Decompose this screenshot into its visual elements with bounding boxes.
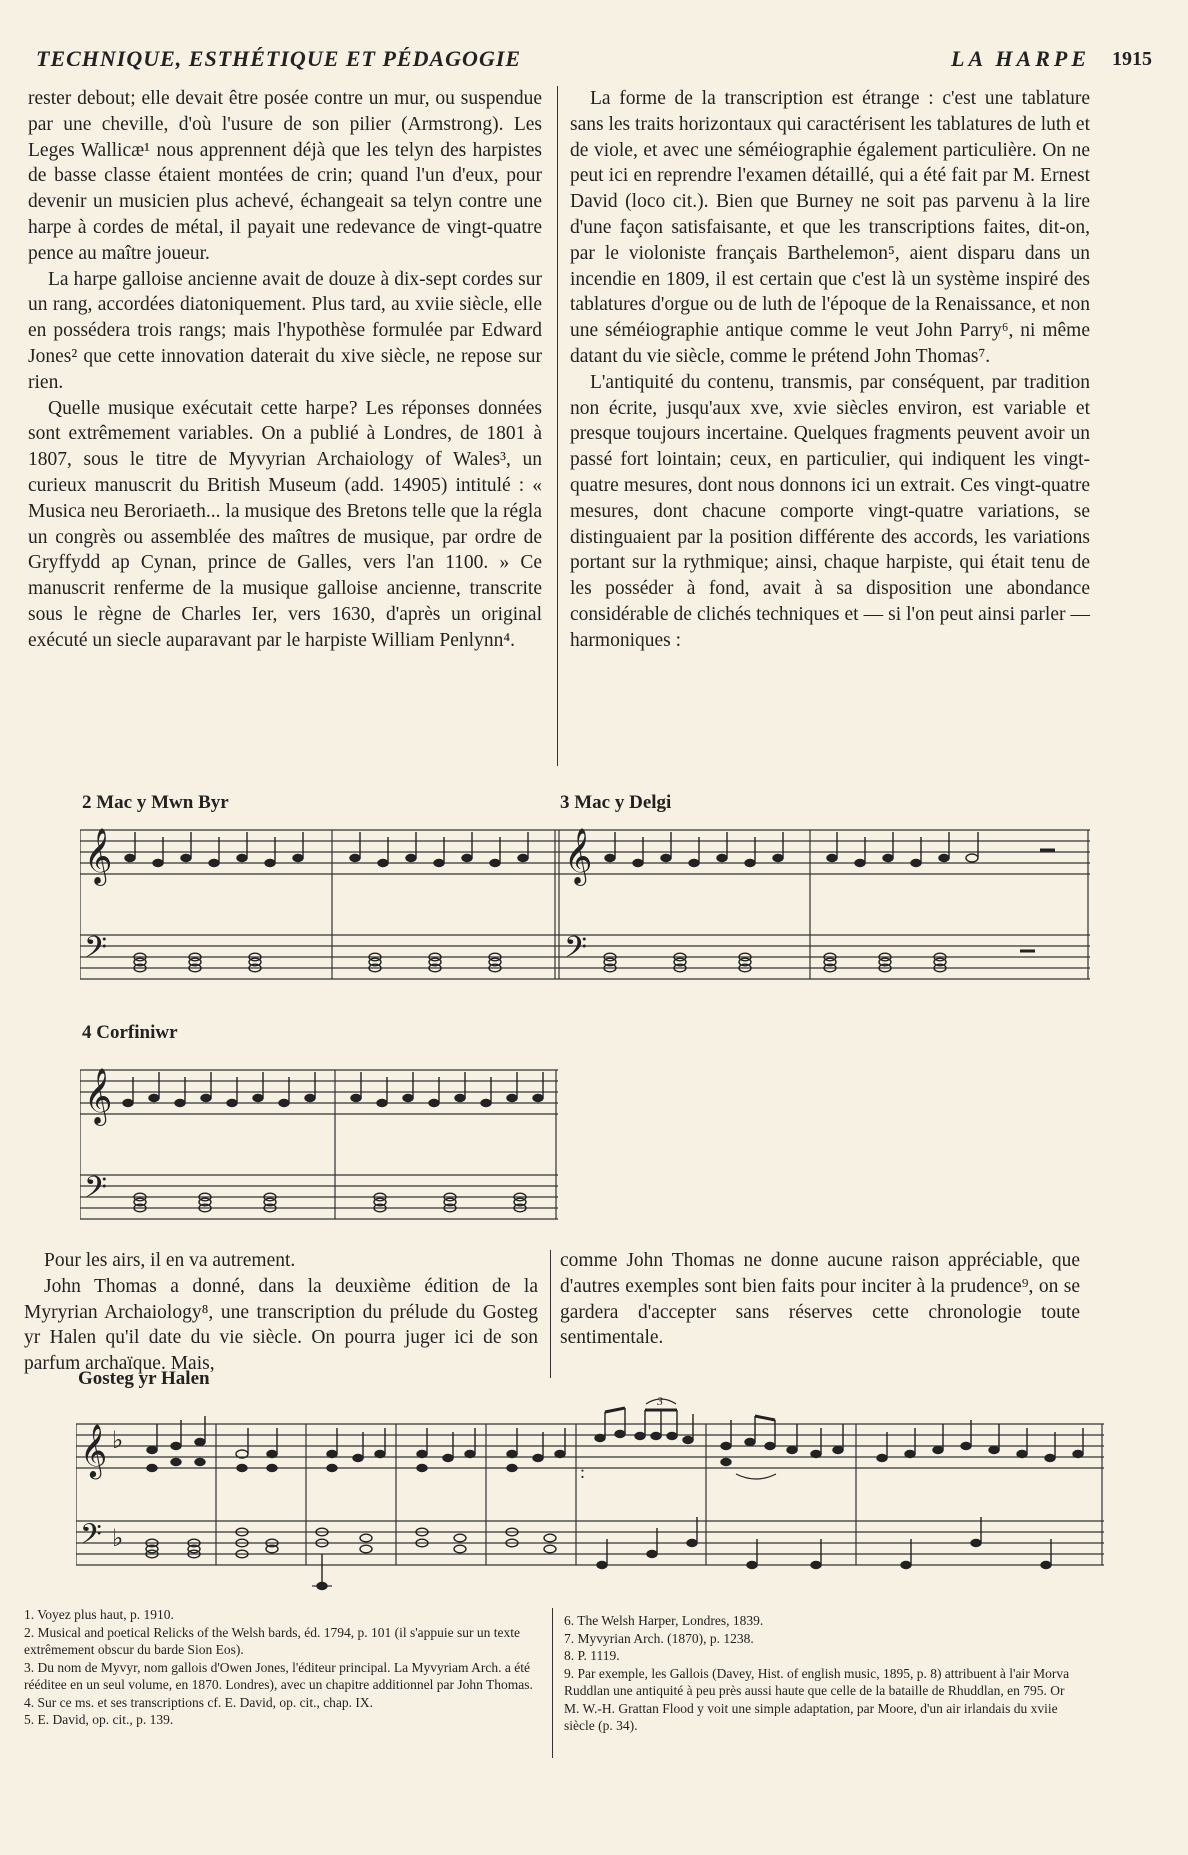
- svg-text:♭: ♭: [112, 1526, 124, 1552]
- music-example-title: 3 Mac y Delgi: [560, 792, 672, 813]
- svg-text:𝄢: 𝄢: [80, 1520, 102, 1557]
- paragraph: La forme de la transcription est étrange : c'est une tablature sans les traits horizontaux qui caractérisent les tablatures de luth et de viole, et avec une séméiographie également particulière. On ne peut ici en reprendre l'examen détaillé, qui a été fait par M. Ernest David (loco cit.). Bien que Burney ne soit pas parvenu à la lire d'une façon satisfaisante, et que les transcriptions faites, dit-on, par le violoniste français Barthelemon⁵, aient disparu dans un incendie en 1809, il est certain que c'est là un système inspiré des tablatures d'orgue ou de luth de l'époque de la Renaissance, et non une séméiographie antique comme le veut John Parry⁶, ni même datant du vie siècle, comme le prétend John Thomas⁷.: [570, 88, 1090, 367]
- footnotes-right: [564, 1612, 1078, 1735]
- header-chapter-title: LA HARPE: [951, 46, 1090, 71]
- music-example-grand-staff: [76, 1396, 1106, 1596]
- top-left-column: [28, 86, 542, 654]
- paragraph: rester debout; elle devait être posée contre un mur, ou suspendue par une cheville, d'où l'usure de son pilier (Armstrong). Les Leges Wallicæ¹ nous apprennent déjà que les telyn des harpistes de basse classe étaient montées de crin; quand l'un d'eux, pour devenir un musicien plus achevé, échangeait sa telyn contre une harpe à cordes de métal, il payait une redevance de vingt-quatre pence au maître joueur.: [28, 88, 542, 264]
- footnote: 9. Par exemple, les Gallois (Davey, Hist. of english music, 1895, p. 8) attribuent à l'air Morva Ruddlan une antiquité à peu près aussi haute que celle de la bataille de Rhuddlan, en 795. Or M. W.-H. Grattan Flood y voit une simple adaptation, par Moore, d'un air irlandais du xviie siècle (p. 34).: [564, 1665, 1070, 1733]
- svg-text:♭: ♭: [112, 1428, 124, 1454]
- footnote: 7. Myvyrian Arch. (1870), p. 1238.: [564, 1630, 754, 1646]
- svg-text::: :: [580, 1462, 586, 1482]
- svg-text:𝄞: 𝄞: [84, 830, 113, 883]
- music-example-title: 4 Corfiniwr: [82, 1022, 178, 1043]
- triplet-mark: 3: [657, 1396, 663, 1408]
- footnote: 4. Sur ce ms. et ses transcriptions cf. E. David, op. cit., chap. IX.: [24, 1694, 374, 1710]
- paragraph: Quelle musique exécutait cette harpe? Les réponses données sont extrêmement variables. On a publié à Londres, de 1801 à 1807, sous le titre de Myvyrian Archaiology of Wales³, un curieux manuscrit du British Museum (add. 14905) intitulé : « Musica neu Beroriaeth... la musique des Bretons telle que la régla un congrès ou assemblée des maîtres de musique, par ordre de Gryffydd ap Cynan, prince de Galles, vers l'an 1100. » Ce manuscrit renferme de la musique galloise ancienne, transcrite sous le règne de Charles Ier, vers 1630, d'après un original exécuté un siecle auparavant par le harpiste William Penlynn⁴.: [28, 397, 542, 651]
- svg-text:𝄞: 𝄞: [564, 830, 593, 883]
- footnotes-left: [24, 1606, 540, 1729]
- svg-text:𝄢: 𝄢: [84, 931, 108, 971]
- header-section-title: TECHNIQUE, ESTHÉTIQUE ET PÉDAGOGIE: [36, 46, 522, 71]
- footnote-divider: [552, 1608, 553, 1758]
- svg-text:𝄞: 𝄞: [80, 1425, 108, 1476]
- footnote: 1. Voyez plus haut, p. 1910.: [24, 1607, 174, 1622]
- music-example-title: Gosteg yr Halen: [78, 1368, 210, 1389]
- top-right-column: [570, 86, 1090, 654]
- paragraph: L'antiquité du contenu, transmis, par conséquent, par tradition non écrite, jusqu'aux xve, xvie siècles environ, est variable et presque toujours incertaine. Quelques fragments peuvent avoir un passé fort lointain; ceux, en particulier, qui indiquent les vingt-quatre mesures, dont nous donnons ici un extrait. Ces vingt-quatre mesures, dont chacune comporte vingt-quatre variations, se distinguaient par la position différente des accords, les variations portant sur la rythmique; ainsi, chaque harpiste, qui était tenu de les posséder à fond, avait à sa disposition une abondance considérable de clichés techniques et — si l'on peut ainsi parler — harmoniques :: [570, 371, 1090, 651]
- middle-right-column: [560, 1248, 1080, 1351]
- paragraph: La harpe galloise ancienne avait de douze à dix-sept cordes sur un rang, accordées diatoniquement. Plus tard, au xviie siècle, elle en possédera trois rangs; mais l'hypothèse formulée par Edward Jones² que cette innovation daterait du xive siècle, ne repose sur rien.: [28, 268, 542, 393]
- svg-text:𝄞: 𝄞: [84, 1070, 113, 1123]
- footnote: 6. The Welsh Harper, Londres, 1839.: [564, 1613, 764, 1628]
- footnote: 2. Musical and poetical Relicks of the Welsh bards, éd. 1794, p. 101 (il s'appuie sur un texte extrêmement obscur du barde Sion Eos).: [24, 1624, 520, 1657]
- paragraph: John Thomas a donné, dans la deuxième édition de la Myryrian Archaiology⁸, une transcription du prélude du Gosteg yr Halen qu'il date du vie siècle. On pourra juger ici de son parfum archaïque. Mais,: [24, 1275, 538, 1375]
- footnote: 8. P. 1119.: [564, 1648, 620, 1663]
- music-example-title: 2 Mac y Mwn Byr: [82, 792, 229, 813]
- music-example-grand-staff: [80, 1050, 560, 1240]
- footnote: 3. Du nom de Myvyr, nom gallois d'Owen Jones, l'éditeur principal. La Myvyriam Arch. a été rééditee en un seul volume, en 1870. Londres), avec un chapitre additionnel par John Thomas.: [24, 1659, 533, 1692]
- page-number: 1915: [1112, 48, 1152, 70]
- running-header: [36, 46, 1152, 80]
- music-example-grand-staff: [80, 820, 1090, 1010]
- footnote: 5. E. David, op. cit., p. 139.: [24, 1712, 174, 1727]
- svg-text:𝄢: 𝄢: [84, 1171, 108, 1211]
- paragraph: comme John Thomas ne donne aucune raison appréciable, que d'autres exemples sont bien faits pour inciter à la prudence⁹, on se gardera d'accepter sans réserves cette chronologie toute sentimentale.: [560, 1250, 1080, 1349]
- column-divider: [550, 1250, 551, 1378]
- column-divider: [557, 86, 558, 766]
- paragraph: Pour les airs, il en va autrement.: [44, 1250, 296, 1271]
- middle-left-column: [24, 1248, 538, 1377]
- svg-text:𝄢: 𝄢: [564, 931, 588, 971]
